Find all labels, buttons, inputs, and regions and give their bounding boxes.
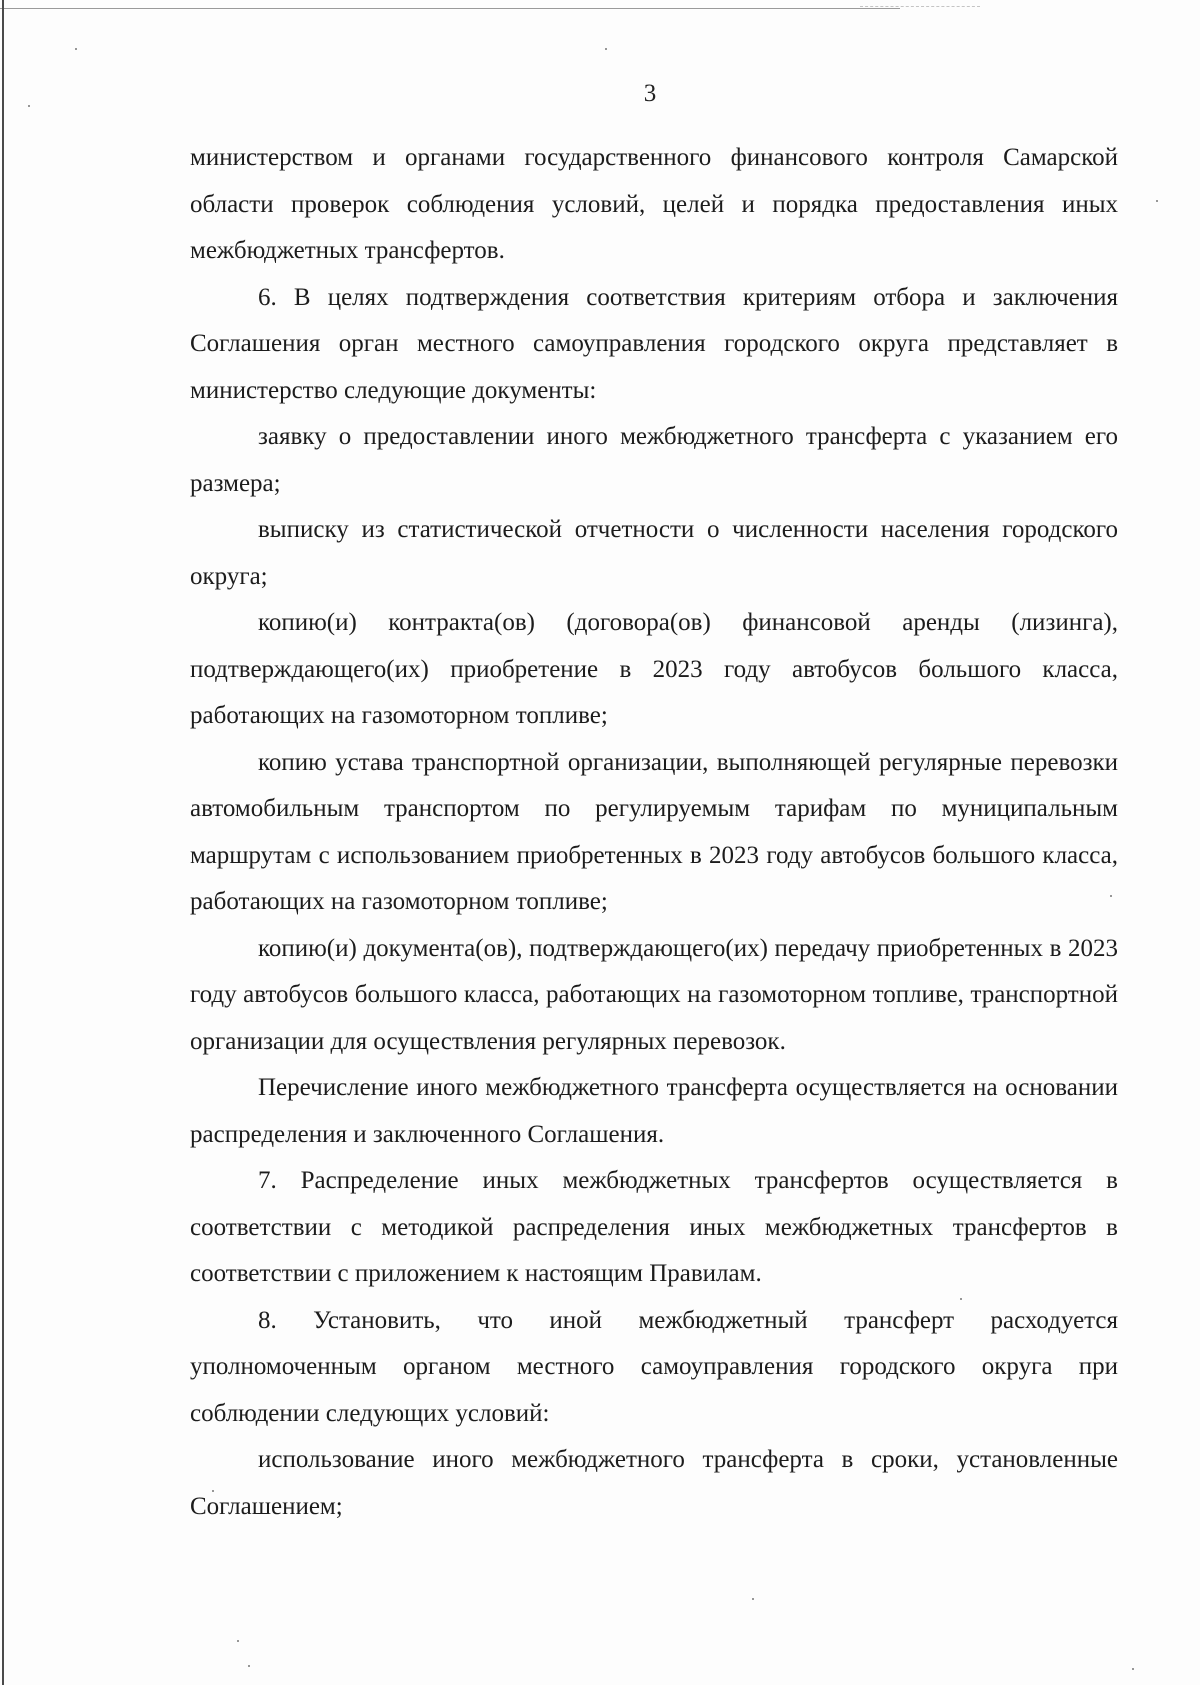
scan-speck [248, 1665, 250, 1667]
paragraph: министерством и органами государственного финансового контроля Самарской области проверок соблюдения условий, целей и порядка предоставления иных межбюджетных трансфертов. [190, 144, 1118, 264]
scan-edge-left [2, 0, 4, 1685]
scan-speck [752, 1598, 754, 1600]
paragraph: 8. Установить, что иной межбюджетный трансферт расходуется уполномоченным органом местного самоуправления городского округа при соблюдении следующих условий: [190, 1306, 1118, 1427]
paragraph: выписку из статистической отчетности о численности населения городского округа; [190, 516, 1118, 590]
scan-speck [237, 1640, 239, 1642]
scan-speck [28, 105, 30, 107]
paragraph: копию(и) документа(ов), подтверждающего(их) передачу приобретенных в 2023 году автобусов большого класса, работающих на газомоторном топливе, транспортной организации для осуществления регулярных перевозок. [190, 934, 1118, 1055]
paragraph: 6. В целях подтверждения соответствия критериям отбора и заключения Соглашения орган местного самоуправления городского округа представляет в министерство следующие документы: [190, 283, 1118, 404]
scan-speck [1156, 200, 1158, 202]
scan-edge-top-faint [860, 6, 980, 7]
document-body [190, 135, 1118, 1530]
paragraph: использование иного межбюджетного трансферта в сроки, установленные Соглашением; [190, 1446, 1118, 1520]
paragraph: заявку о предоставлении иного межбюджетного трансферта с указанием его размера; [190, 423, 1118, 497]
scan-speck [75, 48, 77, 50]
scan-speck [1132, 1668, 1134, 1670]
paragraph: Перечисление иного межбюджетного трансферта осуществляется на основании распределения и заключенного Соглашения. [190, 1074, 1118, 1148]
page-number: 3 [643, 80, 657, 107]
paragraph: 7. Распределение иных межбюджетных трансфертов осуществляется в соответствии с методикой распределения иных межбюджетных трансфертов в соответствии с приложением к настоящим Правилам. [190, 1167, 1118, 1287]
scan-edge-top [0, 8, 900, 9]
scan-speck [605, 48, 607, 50]
paragraph: копию устава транспортной организации, выполняющей регулярные перевозки автомобильным транспортом по регулируемым тарифам по муниципальным маршрутам с использованием приобретенных в 2023 году автобусов большого класса, работающих на газомоторном топливе; [190, 748, 1118, 915]
paragraph: копию(и) контракта(ов) (договора(ов) финансовой аренды (лизинга), подтверждающего(их) приобретение в 2023 году автобусов большого класса, работающих на газомоторном топливе; [190, 609, 1118, 729]
